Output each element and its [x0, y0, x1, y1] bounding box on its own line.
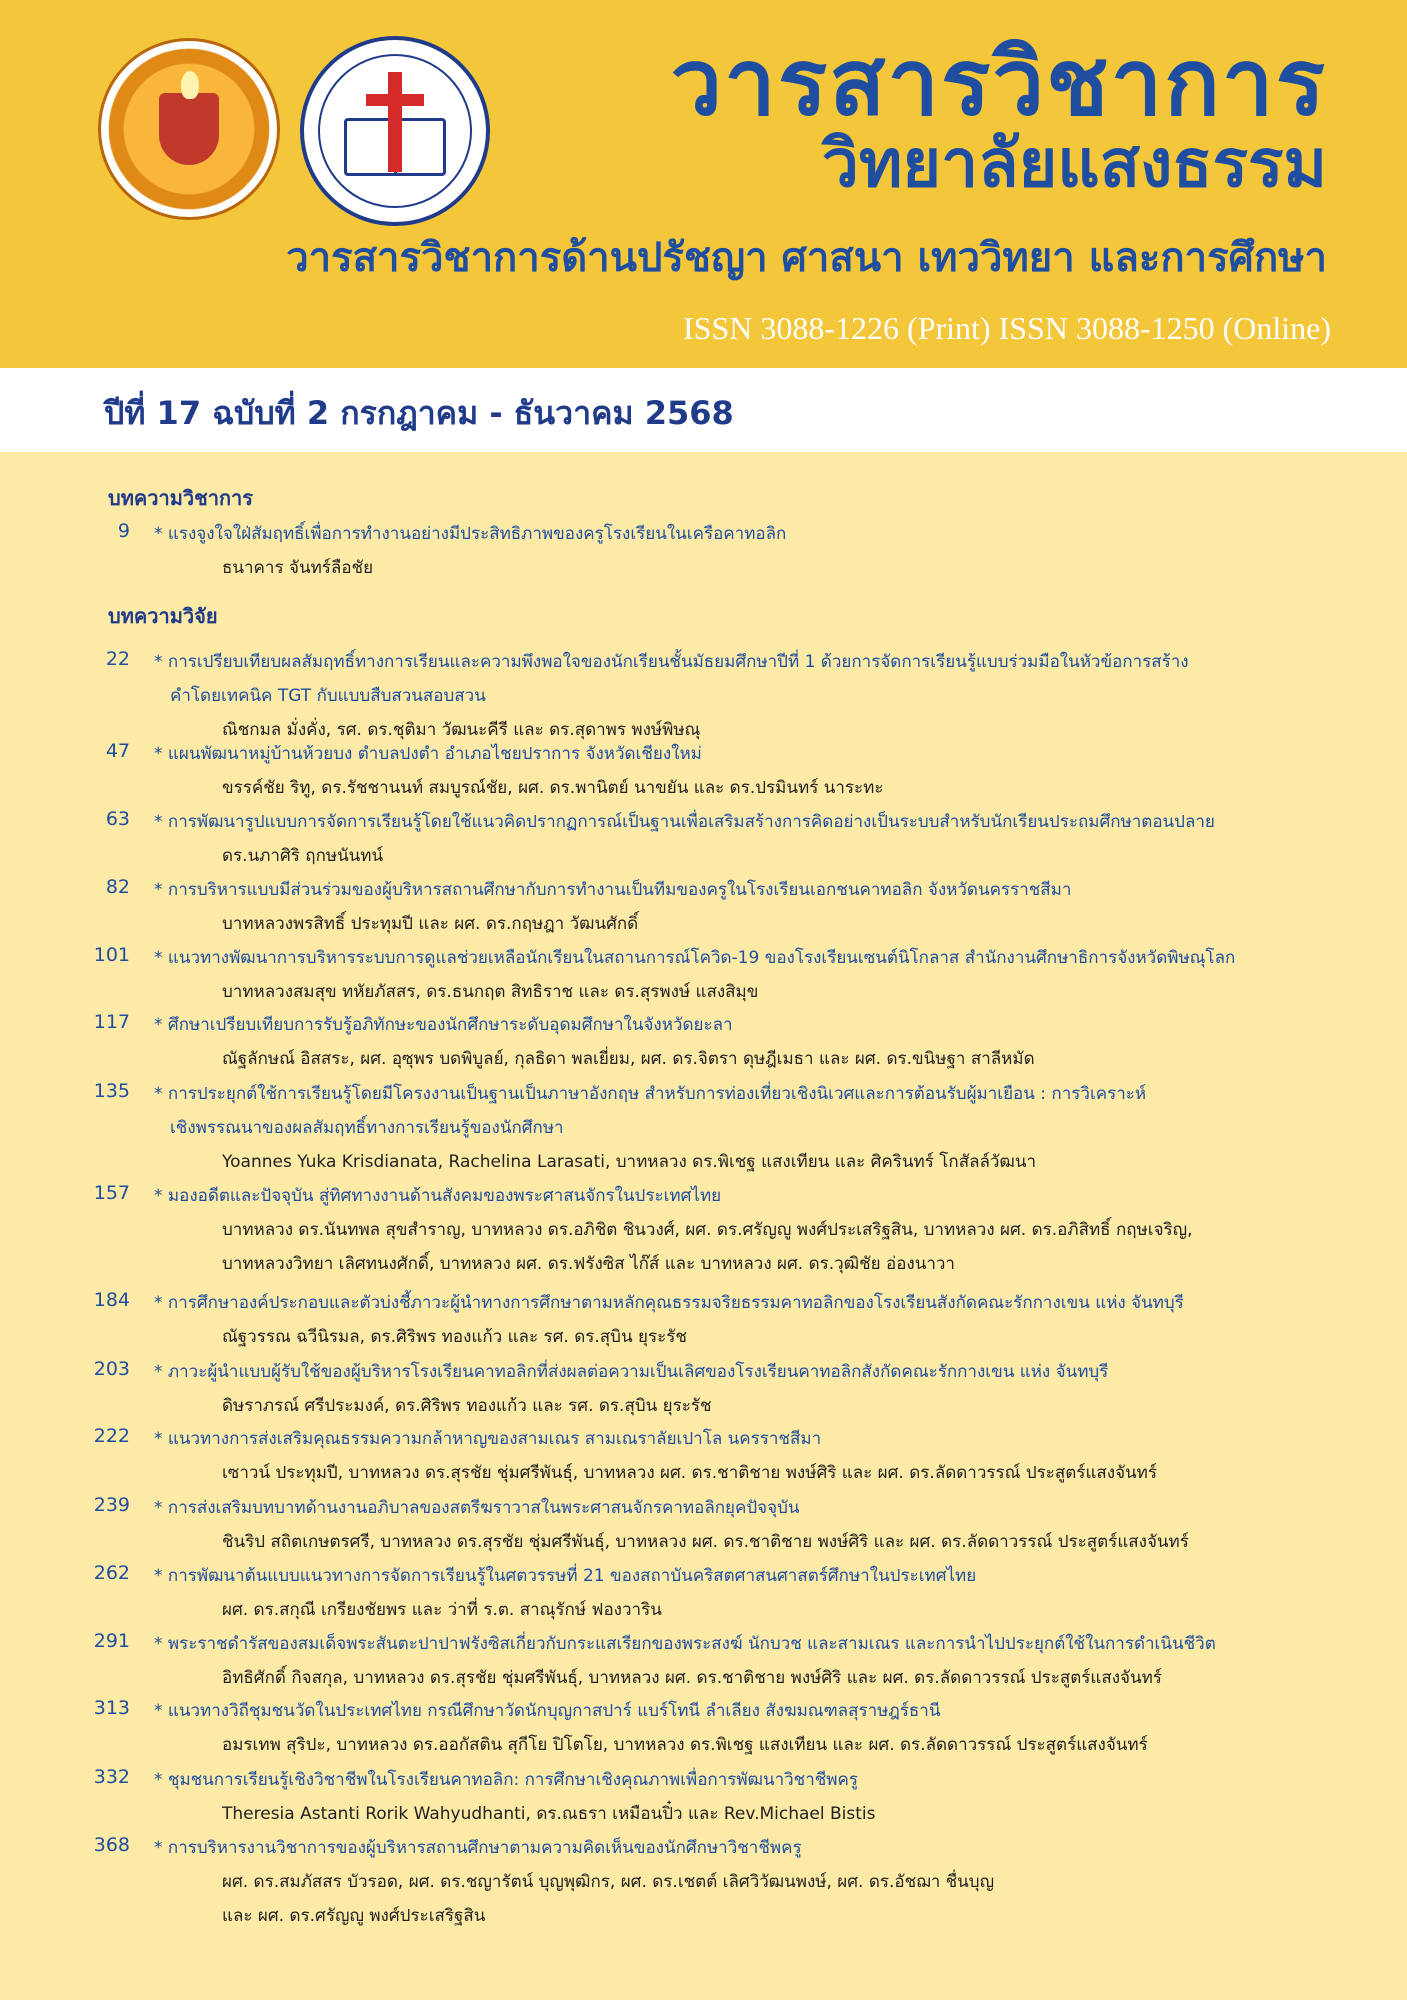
article-title: * การส่งเสริมบทบาทด้านงานอภิบาลของสตรีฆราวาสในพระศาสนจักรคาทอลิกยุคปัจจุบัน	[154, 1498, 800, 1518]
article-page-number: 239	[93, 1494, 130, 1516]
article-authors: ณัฐวรรณ ฉวีนิรมล, ดร.ศิริพร ทองแก้ว และ รศ. ดร.สุบิน ยุระรัช	[222, 1327, 687, 1347]
article-authors: ดิษราภรณ์ ศรีประมงค์, ดร.ศิริพร ทองแก้ว และ รศ. ดร.สุบิน ยุระรัช	[222, 1396, 712, 1416]
article-page-number: 157	[93, 1182, 130, 1204]
article-authors: ขรรค์ชัย ริทู, ดร.รัชชานนท์ สมบูรณ์ชัย, ผศ. ดร.พานิตย์ นาขยัน และ ดร.ปรมินทร์ นาระทะ	[222, 778, 884, 798]
article-page-number: 291	[93, 1630, 130, 1652]
article-title: * แนวทางการส่งเสริมคุณธรรมความกล้าหาญของสามเณร สามเณราลัยเปาโล นครราชสีมา	[154, 1429, 822, 1449]
article-authors: บาทหลวงสมสุข ทหัยภัสสร, ดร.ธนกฤต สิทธิราช และ ดร.สุรพงษ์ แสงสิมุข	[222, 982, 759, 1002]
article-title: * การพัฒนารูปแบบการจัดการเรียนรู้โดยใช้แนวคิดปรากฏการณ์เป็นฐานเพื่อเสริมสร้างการคิดอย่างเป็นระบบสำหรับนักเรียนประถมศึกษาตอนปลาย	[154, 812, 1215, 832]
article-authors: ธนาคาร จันทร์ลือชัย	[222, 558, 374, 578]
article-page-number: 368	[93, 1834, 130, 1856]
article-authors: ชินริป สถิตเกษตรศรี, บาทหลวง ดร.สุรชัย ชุ่มศรีพันธุ์, บาทหลวง ผศ. ดร.ชาติชาย พงษ์ศิริ และ ผศ. ดร.ลัดดาวรรณ์ ประสูตร์แสงจันทร์	[222, 1532, 1189, 1552]
article-title: * การบริหารงานวิชาการของผู้บริหารสถานศึกษาตามความคิดเห็นของนักศึกษาวิชาชีพครู	[154, 1838, 802, 1858]
article-title: * ภาวะผู้นำแบบผู้รับใช้ของผู้บริหารโรงเรียนคาทอลิกที่ส่งผลต่อความเป็นเลิศของโรงเรียนคาทอลิกสังกัดคณะรักกางเขน แห่ง จันทบุรี	[154, 1362, 1109, 1382]
article-title: * แผนพัฒนาหมู่บ้านห้วยบง ตำบลปงตำ อำเภอไชยปราการ จังหวัดเชียงใหม่	[154, 744, 702, 764]
article-title: * พระราชดำรัสของสมเด็จพระสันตะปาปาฟรังซิสเกี่ยวกับกระแสเรียกของพระสงฆ์ นักบวช และสามเณร และการนำไปประยุกต์ใช้ในการดำเนินชีวิต	[154, 1634, 1216, 1654]
article-title: * แนวทางวิถีชุมชนวัดในประเทศไทย กรณีศึกษาวัดนักบุญกาสปาร์ แบร์โทนี ลำเลียง สังฆมณฑลสุราษฎร์ธานี	[154, 1701, 941, 1721]
article-authors: อิทธิศักดิ์ กิจสกุล, บาทหลวง ดร.สุรชัย ชุ่มศรีพันธุ์, บาทหลวง ผศ. ดร.ชาติชาย พงษ์ศิริ และ ผศ. ดร.ลัดดาวรรณ์ ประสูตร์แสงจันทร์	[222, 1668, 1162, 1688]
article-authors: บาทหลวงพรสิทธิ์ ประทุมปี และ ผศ. ดร.กฤษฎา วัฒนศักดิ์	[222, 914, 639, 934]
article-title: * ศึกษาเปรียบเทียบการรับรู้อภิทักษะของนักศึกษาระดับอุดมศึกษาในจังหวัดยะลา	[154, 1015, 733, 1035]
article-page-number: 135	[93, 1080, 130, 1102]
article-page-number: 82	[105, 876, 130, 898]
article-title: * แนวทางพัฒนาการบริหารระบบการดูแลช่วยเหลือนักเรียนในสถานการณ์โควิด-19 ของโรงเรียนเซนต์นิโกลาส สำนักงานศึกษาธิการจังหวัดพิษณุโลก	[154, 948, 1236, 968]
article-title: * การเปรียบเทียบผลสัมฤทธิ์ทางการเรียนและความพึงพอใจของนักเรียนชั้นมัธยมศึกษาปีที่ 1 ด้วยการจัดการเรียนรู้แบบร่วมมือในหัวข้อการสร้าง	[154, 652, 1189, 672]
article-page-number: 117	[93, 1011, 130, 1033]
article-title: เชิงพรรณนาของผลสัมฤทธิ์ทางการเรียนรู้ของนักศึกษา	[170, 1118, 564, 1138]
article-page-number: 262	[93, 1562, 130, 1584]
article-title: * การพัฒนาต้นแบบแนวทางการจัดการเรียนรู้ในศตวรรษที่ 21 ของสถาบันคริสตศาสนศาสตร์ศึกษาในประเทศไทย	[154, 1566, 977, 1586]
article-authors: ณิชกมล มั่งคั่ง, รศ. ดร.ชุติมา วัฒนะคีรี และ ดร.สุดาพร พงษ์พิษณุ	[222, 720, 701, 740]
article-title: คำโดยเทคนิค TGT กับแบบสืบสวนสอบสวน	[170, 686, 486, 706]
issue-info: ปีที่ 17 ฉบับที่ 2 กรกฎาคม - ธันวาคม 2568	[104, 394, 734, 432]
article-authors: และ ผศ. ดร.ศรัญญู พงศ์ประเสริฐสิน	[222, 1906, 486, 1926]
article-page-number: 184	[93, 1289, 130, 1311]
article-page-number: 22	[105, 648, 130, 670]
section-title-research: บทความวิจัย	[108, 604, 218, 628]
saengtham-college-logo-icon	[98, 38, 280, 220]
article-page-number: 222	[93, 1425, 130, 1447]
catholic-education-council-logo-icon	[300, 36, 490, 226]
article-title: * มองอดีตและปัจจุบัน สู่ทิศทางงานด้านสังคมของพระศาสนจักรในประเทศไทย	[154, 1186, 722, 1206]
journal-subtitle: วารสารวิชาการด้านปรัชญา ศาสนา เทววิทยา และการศึกษา	[286, 235, 1327, 281]
article-page-number: 313	[93, 1697, 130, 1719]
issn-numbers: ISSN 3088-1226 (Print) ISSN 3088-1250 (Online)	[683, 310, 1331, 346]
article-authors: ผศ. ดร.สมภัสสร บัวรอด, ผศ. ดร.ชญารัตน์ บุญพุฒิกร, ผศ. ดร.เชตต์ เลิศวิวัฒนพงษ์, ผศ. ดร.อัชฌา ชื่นบุญ	[222, 1872, 995, 1892]
article-authors: Theresia Astanti Rorik Wahyudhanti, ดร.ณธรา เหมือนปิ๋ว และ Rev.Michael Bistis	[222, 1804, 876, 1824]
article-title: * ชุมชนการเรียนรู้เชิงวิชาชีพในโรงเรียนคาทอลิก: การศึกษาเชิงคุณภาพเพื่อการพัฒนาวิชาชีพครู	[154, 1770, 858, 1790]
article-page-number: 47	[105, 740, 130, 762]
article-page-number: 63	[105, 808, 130, 830]
article-authors: อมรเทพ สุริปะ, บาทหลวง ดร.ออกัสติน สุกีโย ปิโตโย, บาทหลวง ดร.พิเชฐ แสงเทียน และ ผศ. ดร.ลัดดาวรรณ์ ประสูตร์แสงจันทร์	[222, 1735, 1148, 1755]
article-authors: ผศ. ดร.สกุณี เกรียงชัยพร และ ว่าที่ ร.ต. สาณุรักษ์ ฟองวาริน	[222, 1600, 662, 1620]
article-title: * การศึกษาองค์ประกอบและตัวบ่งชี้ภาวะผู้นำทางการศึกษาตามหลักคุณธรรมจริยธรรมคาทอลิกของโรงเรียนสังกัดคณะรักกางเขน แห่ง จันทบุรี	[154, 1293, 1184, 1313]
article-authors: Yoannes Yuka Krisdianata, Rachelina Larasati, บาทหลวง ดร.พิเชฐ แสงเทียน และ ศิครินทร์ โกสัลล์วัฒนา	[222, 1152, 1036, 1172]
college-name: วิทยาลัยแสงธรรม	[821, 125, 1327, 202]
article-authors: เซาวน์ ประทุมปี, บาทหลวง ดร.สุรชัย ชุ่มศรีพันธุ์, บาทหลวง ผศ. ดร.ชาติชาย พงษ์ศิริ และ ผศ. ดร.ลัดดาวรรณ์ ประสูตร์แสงจันทร์	[222, 1463, 1157, 1483]
article-title: * การบริหารแบบมีส่วนร่วมของผู้บริหารสถานศึกษากับการทำงานเป็นทีมของครูในโรงเรียนเอกชนคาทอลิก จังหวัดนครราชสีมา	[154, 880, 1072, 900]
article-authors: ดร.นภาศิริ ฤกษนันทน์	[222, 846, 384, 866]
article-page-number: 101	[93, 944, 130, 966]
article-title: * แรงจูงใจใฝ่สัมฤทธิ์เพื่อการทำงานอย่างมีประสิทธิภาพของครูโรงเรียนในเครือคาทอลิก	[154, 524, 787, 544]
article-title: * การประยุกต์ใช้การเรียนรู้โดยมีโครงงานเป็นฐานเป็นภาษาอังกฤษ สำหรับการท่องเที่ยวเชิงนิเวศและการต้อนรับผู้มาเยือน : การวิเคราะห์	[154, 1084, 1147, 1104]
journal-title: วารสารวิชาการ	[670, 29, 1327, 136]
article-page-number: 332	[93, 1766, 130, 1788]
article-authors: บาทหลวง ดร.นันทพล สุขสำราญ, บาทหลวง ดร.อภิชิต ชินวงศ์, ผศ. ดร.ศรัญญู พงศ์ประเสริฐสิน, บาทหลวง ผศ. ดร.อภิสิทธิ์ กฤษเจริญ,	[222, 1220, 1193, 1240]
article-page-number: 203	[93, 1358, 130, 1380]
article-authors: ณัฐลักษณ์ อิสสระ, ผศ. อุซุพร บดพิบูลย์, กุลธิดา พลเยี่ยม, ผศ. ดร.จิตรา ดุษฎีเมธา และ ผศ. ดร.ขนิษฐา สาลีหมัด	[222, 1049, 1035, 1069]
article-page-number: 9	[117, 520, 130, 542]
section-title-academic: บทความวิชาการ	[108, 486, 254, 510]
cover-header	[0, 0, 1407, 368]
article-authors: บาทหลวงวิทยา เลิศทนงศักดิ์, บาทหลวง ผศ. ดร.ฟรังซิส ไก๊ส์ และ บาทหลวง ผศ. ดร.วุฒิชัย อ่องนาวา	[222, 1254, 955, 1274]
